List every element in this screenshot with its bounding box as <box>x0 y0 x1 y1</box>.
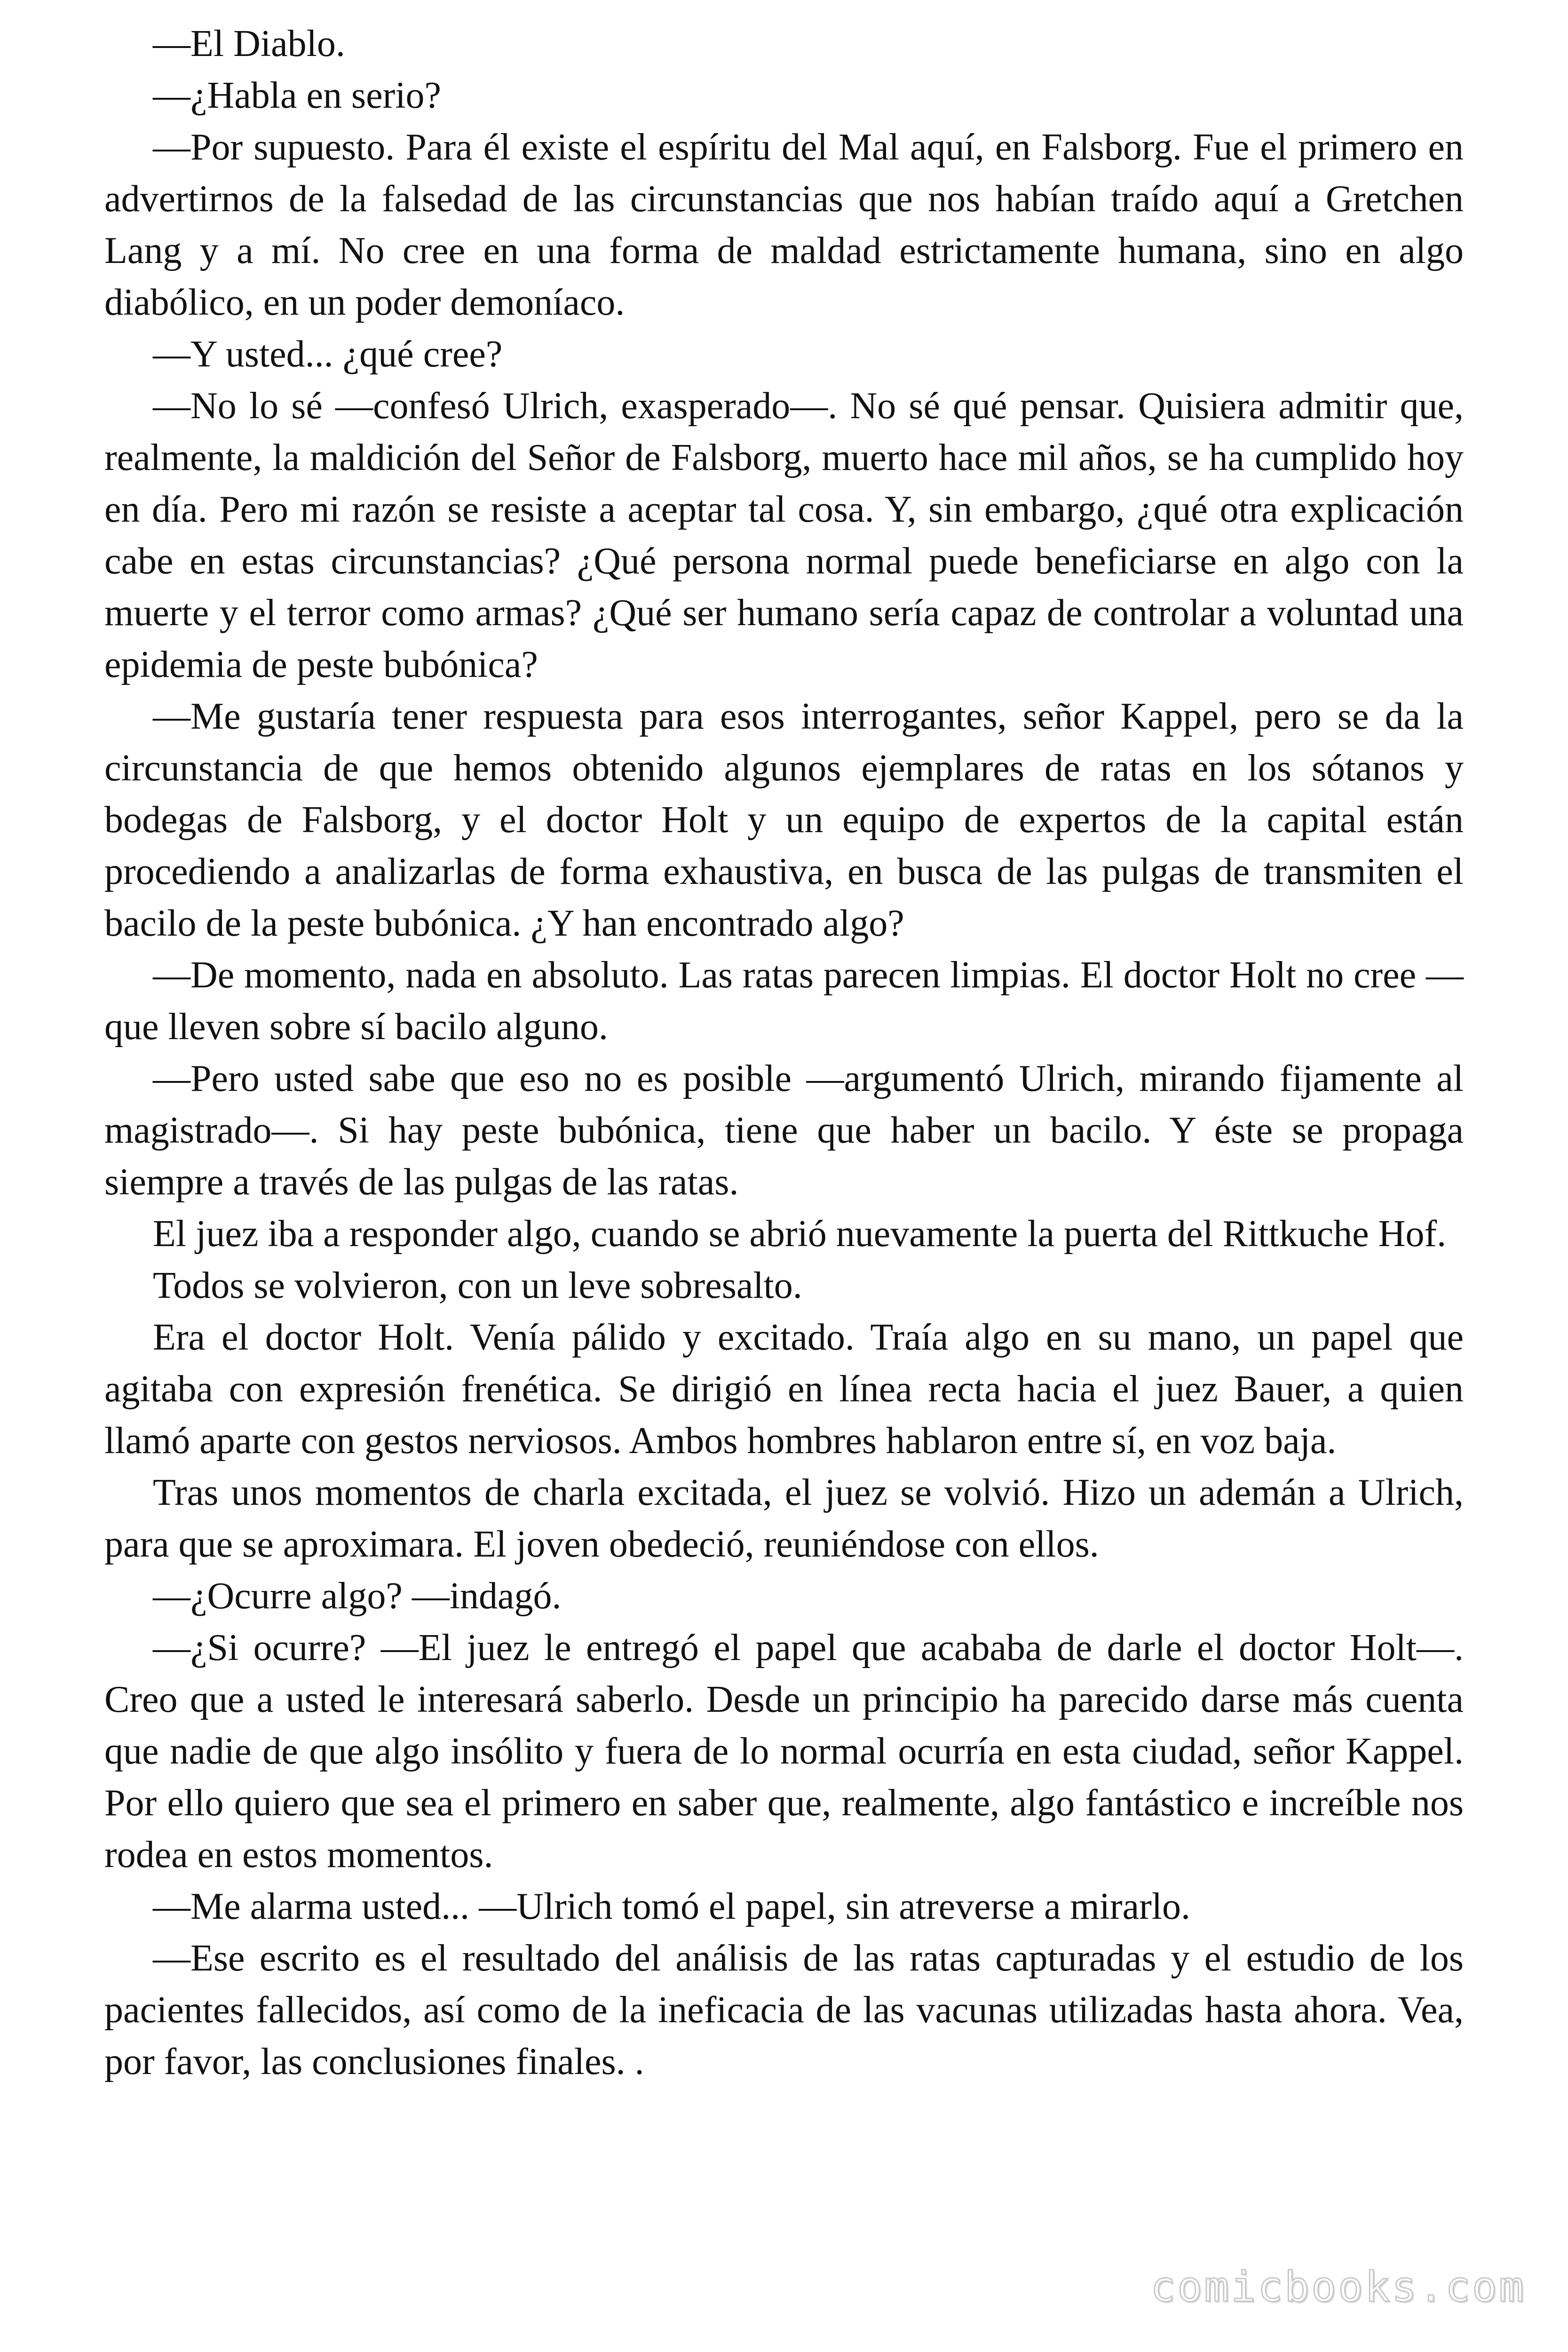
paragraph: —Me alarma usted... —Ulrich tomó el papel, sin atreverse a mirarlo. <box>153 1886 1190 1927</box>
paragraph: —No lo sé —confesó Ulrich, exasperado—. No sé qué pensar. Quisiera admitir que, realmente, la maldición del Señor de Falsborg, muerto hace mil años, se ha cumplido hoy en día. Pero mi razón se resiste a aceptar tal cosa. Y, sin embargo, ¿qué otra explicación cabe en estas circunstancias? ¿Qué persona normal puede beneficiarse en algo con la muerte y el terror como armas? ¿Qué ser humano sería capaz de controlar a voluntad una epidemia de peste bubónica? <box>104 385 1464 685</box>
paragraph: Tras unos momentos de charla excitada, el juez se volvió. Hizo un ademán a Ulrich, para que se aproximara. El joven obedeció, reuniéndose con ellos. <box>104 1472 1464 1565</box>
book-page-text <box>104 18 1464 2088</box>
paragraph: —¿Si ocurre? —El juez le entregó el papel que acababa de darle el doctor Holt—. Creo que a usted le interesará saberlo. Desde un principio ha parecido darse más cuenta que nadie de que algo insólito y fuera de lo normal ocurría en esta ciudad, señor Kappel. Por ello quiero que sea el primero en saber que, realmente, algo fantástico e increíble nos rodea en estos momentos. <box>104 1627 1464 1875</box>
paragraph: —¿Ocurre algo? —indagó. <box>153 1575 562 1617</box>
paragraph: —¿Habla en serio? <box>153 75 442 116</box>
paragraph: —Pero usted sabe que eso no es posible —argumentó Ulrich, mirando fijamente al magistrado—. Si hay peste bubónica, tiene que haber un bacilo. Y éste se propaga siempre a través de las pulgas de las ratas. <box>104 1058 1464 1203</box>
paragraph: —De momento, nada en absoluto. Las ratas parecen limpias. El doctor Holt no cree — que lleven sobre sí bacilo alguno. <box>104 954 1464 1048</box>
watermark: comicbooks.com <box>1150 2263 1526 2311</box>
paragraph: —Y usted... ¿qué cree? <box>153 334 503 375</box>
paragraph: —Ese escrito es el resultado del análisis de las ratas capturadas y el estudio de los pacientes fallecidos, así como de la ineficacia de las vacunas utilizadas hasta ahora. Vea, por favor, las conclusiones finales. . <box>104 1938 1464 2082</box>
paragraph: —Por supuesto. Para él existe el espíritu del Mal aquí, en Falsborg. Fue el primero en advertirnos de la falsedad de las circunstancias que nos habían traído aquí a Gretchen Lang y a mí. No cree en una forma de maldad estrictamente humana, sino en algo diabólico, en un poder demoníaco. <box>104 127 1464 323</box>
paragraph: El juez iba a responder algo, cuando se abrió nuevamente la puerta del Rittkuche Hof. <box>153 1213 1447 1255</box>
paragraph: —Me gustaría tener respuesta para esos interrogantes, señor Kappel, pero se da la circunstancia de que hemos obtenido algunos ejemplares de ratas en los sótanos y bodegas de Falsborg, y el doctor Holt y un equipo de expertos de la capital están procediendo a analizarlas de forma exhaustiva, en busca de las pulgas de transmiten el bacilo de la peste bubónica. ¿Y han encontrado algo? <box>104 696 1464 944</box>
paragraph: Era el doctor Holt. Venía pálido y excitado. Traía algo en su mano, un papel que agitaba con expresión frenética. Se dirigió en línea recta hacia el juez Bauer, a quien llamó aparte con gestos nerviosos. Ambos hombres hablaron entre sí, en voz baja. <box>104 1317 1464 1462</box>
paragraph: Todos se volvieron, con un leve sobresalto. <box>153 1265 802 1306</box>
paragraph: —El Diablo. <box>153 23 345 64</box>
